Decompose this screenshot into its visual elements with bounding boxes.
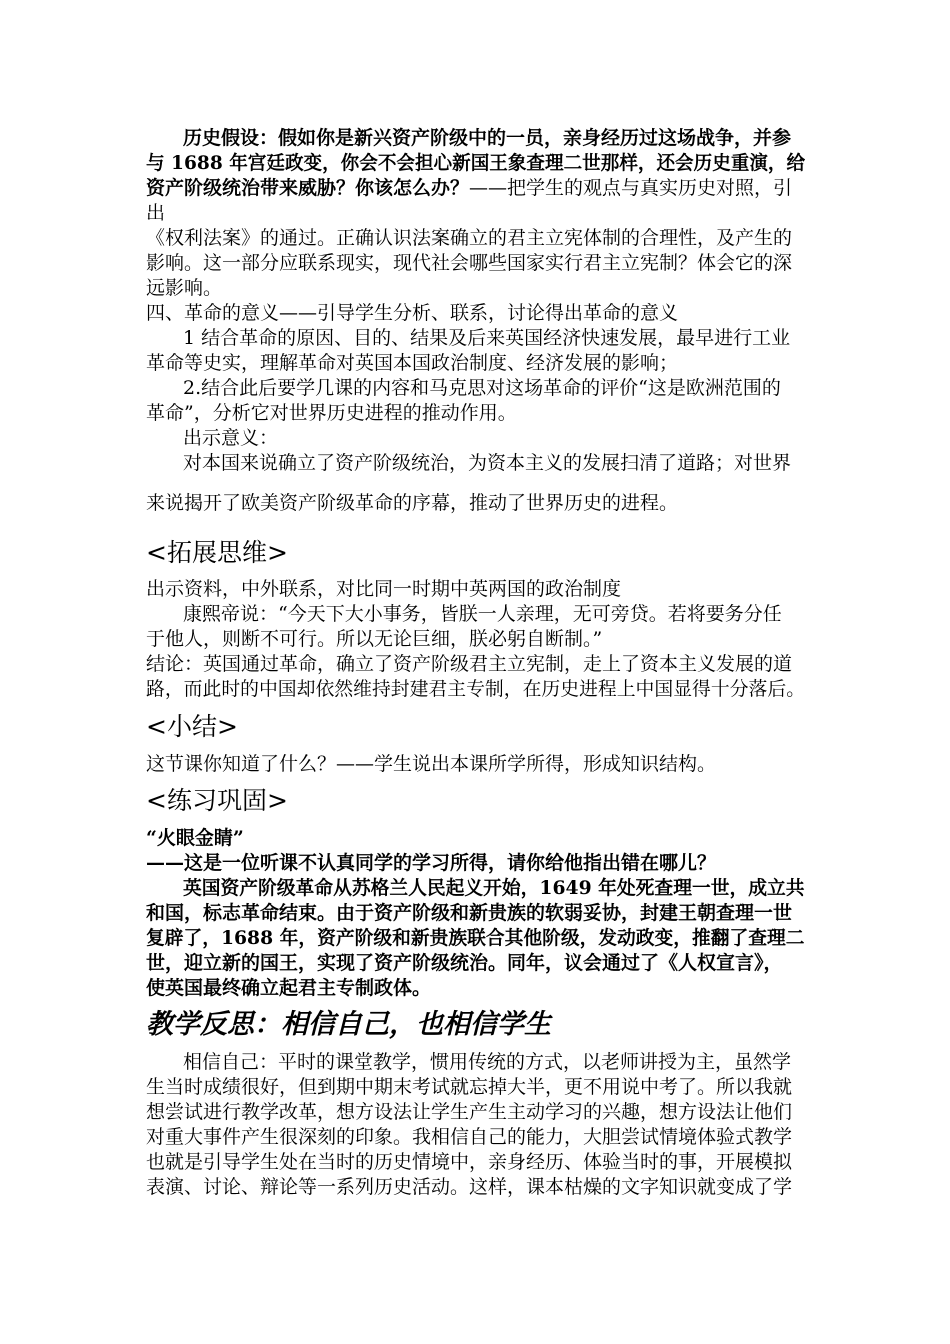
text-line: 想尝试进行教学改革，想方设法让学生产生主动学习的兴趣，想方设法让他们 bbox=[146, 1101, 793, 1123]
text-line: 《权利法案》的通过。正确认识法案确立的君主立宪体制的合理性，及产生的 bbox=[146, 227, 793, 249]
text-line: 也就是引导学生处在当时的历史情境中，亲身经历、体验当时的事，开展模拟 bbox=[146, 1151, 793, 1173]
text-line: 表演、讨论、辩论等一系列历史活动。这样，课本枯燥的文字知识就变成了学 bbox=[146, 1176, 793, 1198]
text-line: 2.结合此后要学几课的内容和马克思对这场革命的评价“这是欧洲范围的 bbox=[183, 377, 781, 399]
text-line: 远影响。 bbox=[146, 277, 223, 299]
text-line: 来说揭开了欧美资产阶级革命的序幕，推动了世界历史的进程。 bbox=[146, 492, 679, 514]
text-span: ——把学生的观点与真实历史对照，引 bbox=[469, 177, 793, 199]
section-heading: <小结> bbox=[146, 712, 238, 741]
text-line: 1 结合革命的原因、目的、结果及后来英国经济快速发展，最早进行工业 bbox=[183, 327, 791, 349]
text-line: 康熙帝说：“今天下大小事务，皆朕一人亲理，无可旁贷。若将要务分任 bbox=[183, 603, 782, 625]
text-line: 四、革命的意义——引导学生分析、联系，讨论得出革命的意义 bbox=[146, 302, 679, 324]
section-heading: <拓展思维> bbox=[146, 538, 288, 567]
text-line: ——这是一位听课不认真同学的学习所得，请你给他指出错在哪儿？ bbox=[146, 852, 717, 874]
text-line: 出示意义： bbox=[183, 427, 279, 449]
text-span: 资产阶级统治带来威胁？你该怎么办？ bbox=[146, 177, 470, 199]
text-line: 复辟了，1688 年，资产阶级和新贵族联合其他阶级，发动政变，推翻了查理二 bbox=[146, 927, 805, 949]
text-line: 生当时成绩很好，但到期中期末考试就忘掉大半，更不用说中考了。所以我就 bbox=[146, 1076, 793, 1098]
text-line: “火眼金睛” bbox=[146, 827, 244, 849]
text-line: 和国，标志革命结束。由于资产阶级和新贵族的软弱妥协，封建王朝查理一世 bbox=[146, 902, 793, 924]
text-line: 影响。这一部分应联系现实，现代社会哪些国家实行君主立宪制？体会它的深 bbox=[146, 252, 793, 274]
text-line: 对重大事件产生很深刻的印象。我相信自己的能力，大胆尝试情境体验式教学 bbox=[146, 1126, 793, 1148]
text-line: 相信自己：平时的课堂教学，惯用传统的方式，以老师讲授为主，虽然学 bbox=[183, 1051, 792, 1073]
text-line: 革命等史实，理解革命对英国本国政治制度、经济发展的影响； bbox=[146, 352, 679, 374]
reflection-title: 教学反思：相信自己，也相信学生 bbox=[146, 1009, 551, 1040]
text-line: 使英国最终确立起君主专制政体。 bbox=[146, 977, 432, 999]
text-line: 出示资料，中外联系，对比同一时期中英两国的政治制度 bbox=[146, 578, 622, 600]
text-line bbox=[146, 176, 792, 200]
text-line: 历史假设：假如你是新兴资产阶级中的一员，亲身经历过这场战争，并参 bbox=[183, 127, 792, 149]
text-line: 与 1688 年宫廷政变，你会不会担心新国王象查理二世那样，还会历史重演，给 bbox=[146, 152, 806, 174]
text-line: 结论：英国通过革命，确立了资产阶级君主立宪制，走上了资本主义发展的道 bbox=[146, 653, 793, 675]
text-line: 革命”，分析它对世界历史进程的推动作用。 bbox=[146, 402, 517, 424]
text-line: 路，而此时的中国却依然维持封建君主专制，在历史进程上中国显得十分落后。 bbox=[146, 678, 806, 700]
text-line: 这节课你知道了什么？——学生说出本课所学所得，形成知识结构。 bbox=[146, 753, 717, 775]
text-line: 于他人，则断不可行。所以无论巨细，朕必躬自断制。” bbox=[146, 628, 603, 650]
text-line: 英国资产阶级革命从苏格兰人民起义开始，1649 年处死查理一世，成立共 bbox=[183, 877, 805, 899]
text-line: 对本国来说确立了资产阶级统治，为资本主义的发展扫清了道路；对世界 bbox=[183, 452, 792, 474]
section-heading: <练习巩固> bbox=[146, 786, 288, 815]
text-line: 世，迎立新的国王，实现了资产阶级统治。同年，议会通过了《人权宣言》， bbox=[146, 952, 783, 974]
text-line: 出 bbox=[146, 202, 166, 224]
